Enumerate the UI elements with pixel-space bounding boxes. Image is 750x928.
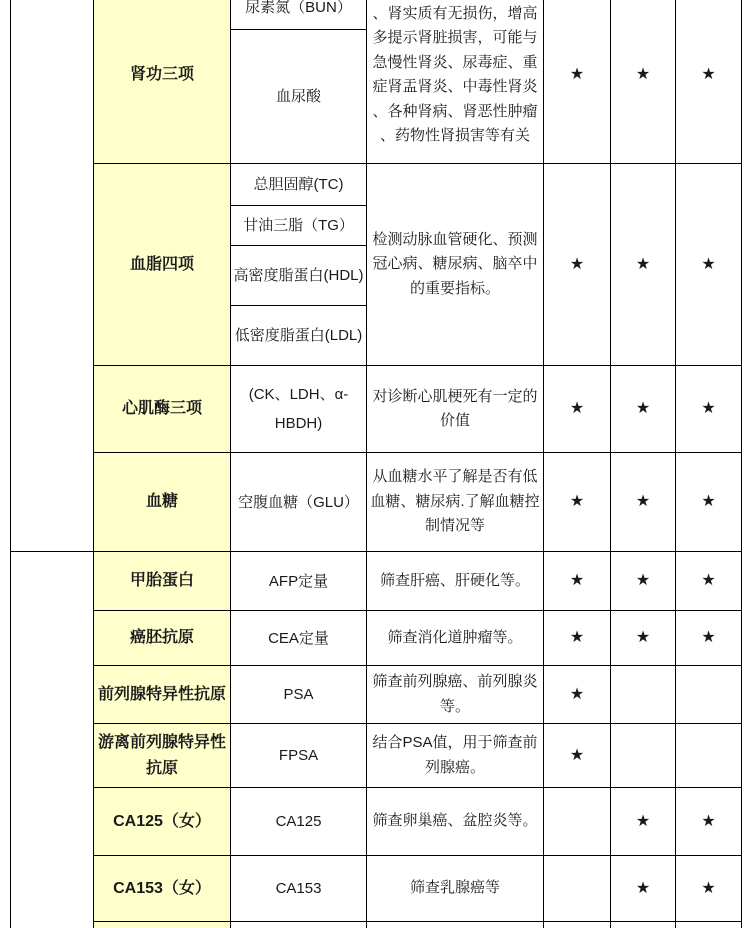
description-cell: 筛查乳腺癌等	[367, 856, 544, 922]
subitem-cell: CA153	[231, 856, 367, 922]
item-name-cell-partial	[94, 922, 231, 928]
subitem-cell: 空腹血糖（GLU）	[231, 453, 367, 552]
star-cell-package3	[676, 724, 742, 788]
star-cell-package1	[544, 788, 611, 856]
star-cell-package2: ★	[611, 856, 676, 922]
star-cell-package1: ★	[544, 611, 611, 666]
star-cell-partial	[676, 922, 742, 928]
description-cell: 从血糖水平了解是否有低血糖、糖尿病.了解血糖控制情况等	[367, 453, 544, 552]
star-cell-package2: ★	[611, 788, 676, 856]
description-cell: 结合PSA值，用于筛查前列腺癌。	[367, 724, 544, 788]
subitem-cell: 高密度脂蛋白(HDL)	[231, 246, 367, 306]
item-name-cell: CA125（女）	[94, 788, 231, 856]
subitem-cell: (CK、LDH、α-HBDH)	[231, 366, 367, 453]
category-cell-tumor-markers	[11, 552, 94, 928]
subitem-cell: CA125	[231, 788, 367, 856]
star-cell-package1: ★	[544, 552, 611, 611]
description-cell: 筛查前列腺癌、前列腺炎等。	[367, 666, 544, 724]
subitem-cell: 甘油三脂（TG）	[231, 206, 367, 246]
subitem-cell: AFP定量	[231, 552, 367, 611]
subitem-cell: 低密度脂蛋白(LDL)	[231, 306, 367, 366]
item-name-cell: 前列腺特异性抗原	[94, 666, 231, 724]
description-cell: 对诊断心肌梗死有一定的价值	[367, 366, 544, 453]
star-cell-package1: ★	[544, 453, 611, 552]
subitem-cell: FPSA	[231, 724, 367, 788]
star-cell-package3: ★	[676, 0, 742, 164]
subitem-cell: 总胆固醇(TC)	[231, 164, 367, 206]
star-cell-package2: ★	[611, 366, 676, 453]
table-row	[11, 0, 742, 30]
item-name-cell: 血脂四项	[94, 164, 231, 366]
star-cell-package1: ★	[544, 164, 611, 366]
star-cell-package2: ★	[611, 0, 676, 164]
table-row	[11, 552, 742, 611]
star-cell-package2	[611, 724, 676, 788]
star-cell-package3: ★	[676, 366, 742, 453]
star-cell-package1: ★	[544, 724, 611, 788]
subitem-cell-partial	[231, 922, 367, 928]
item-name-cell: 肾功三项	[94, 0, 231, 164]
star-cell-package1: ★	[544, 366, 611, 453]
description-cell-partial	[367, 922, 544, 928]
subitem-cell: 血尿酸	[231, 30, 367, 164]
star-cell-package2	[611, 666, 676, 724]
item-name-cell: 心肌酶三项	[94, 366, 231, 453]
category-cell-blood-tests	[11, 0, 94, 552]
table-row	[11, 453, 742, 552]
item-name-cell: 甲胎蛋白	[94, 552, 231, 611]
star-cell-package2: ★	[611, 164, 676, 366]
table-row-partial	[11, 922, 742, 928]
star-cell-package2: ★	[611, 611, 676, 666]
star-cell-package2: ★	[611, 552, 676, 611]
star-cell-package3: ★	[676, 611, 742, 666]
description-cell: 检测动脉血管硬化、预测冠心病、糖尿病、脑卒中的重要指标。	[367, 164, 544, 366]
package-comparison-table	[10, 0, 742, 928]
star-cell-partial	[611, 922, 676, 928]
star-cell-package2: ★	[611, 453, 676, 552]
subitem-cell: CEA定量	[231, 611, 367, 666]
table-row	[11, 856, 742, 922]
subitem-cell: 尿素氮（BUN）	[231, 0, 367, 30]
description-cell: 筛查消化道肿瘤等。	[367, 611, 544, 666]
table-row	[11, 788, 742, 856]
item-name-cell: 游离前列腺特异性抗原	[94, 724, 231, 788]
subitem-cell: PSA	[231, 666, 367, 724]
item-name-cell: CA153（女）	[94, 856, 231, 922]
description-cell: 、肾实质有无损伤，增高多提示肾脏损害，可能与急慢性肾炎、尿毒症、重症肾盂肾炎、中毒性肾炎、各种肾病、肾恶性肿瘤、药物性肾损害等有关	[367, 0, 544, 164]
star-cell-partial	[544, 922, 611, 928]
star-cell-package1	[544, 856, 611, 922]
table-row	[11, 724, 742, 788]
description-cell: 筛查肝癌、肝硬化等。	[367, 552, 544, 611]
star-cell-package3: ★	[676, 164, 742, 366]
star-cell-package3	[676, 666, 742, 724]
table-row	[11, 666, 742, 724]
table-row	[11, 164, 742, 206]
item-name-cell: 血糖	[94, 453, 231, 552]
table-row	[11, 366, 742, 453]
table-row	[11, 611, 742, 666]
star-cell-package3: ★	[676, 453, 742, 552]
star-cell-package1: ★	[544, 666, 611, 724]
star-cell-package3: ★	[676, 788, 742, 856]
description-cell: 筛查卵巢癌、盆腔炎等。	[367, 788, 544, 856]
star-cell-package1: ★	[544, 0, 611, 164]
item-name-cell: 癌胚抗原	[94, 611, 231, 666]
star-cell-package3: ★	[676, 552, 742, 611]
star-cell-package3: ★	[676, 856, 742, 922]
